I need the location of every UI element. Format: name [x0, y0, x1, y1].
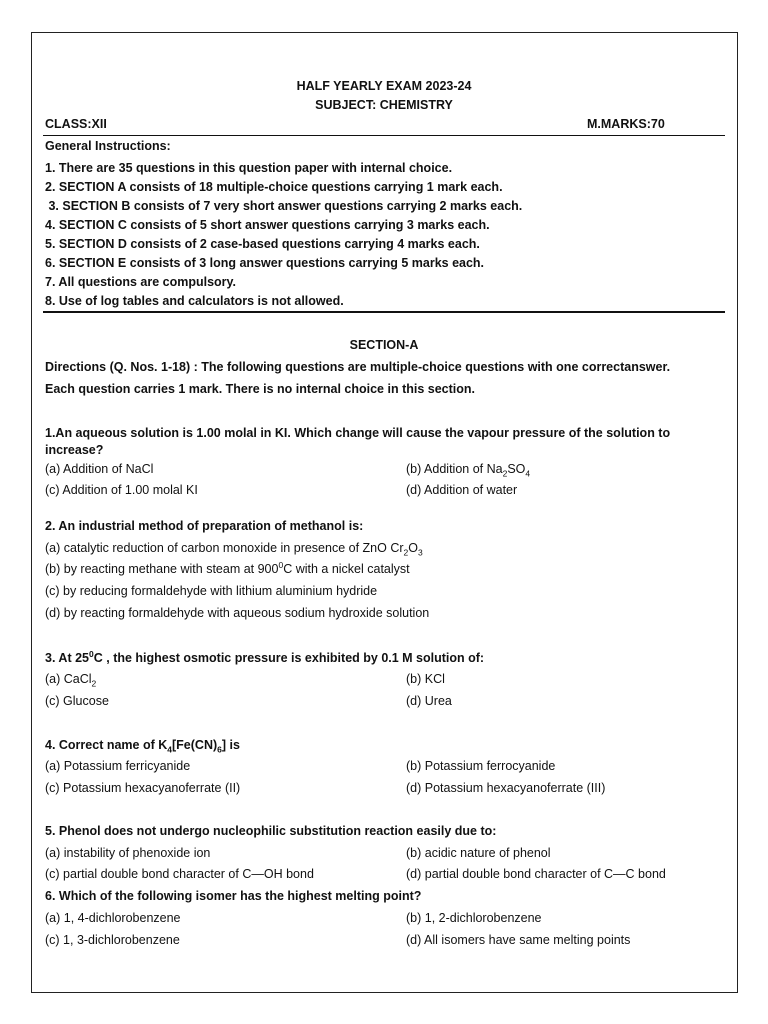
q4-option-d: (d) Potassium hexacyanoferrate (III): [406, 781, 606, 795]
instruction-item: 4. SECTION C consists of 5 short answer questions carrying 3 marks each.: [45, 218, 490, 232]
q5-option-a: (a) instability of phenoxide ion: [45, 846, 211, 860]
instruction-item: 6. SECTION E consists of 3 long answer questions carrying 5 marks each.: [45, 256, 485, 270]
q6-option-b: (b) 1, 2-dichlorobenzene: [406, 911, 542, 925]
q1-option-a: (a) Addition of NaCl: [45, 462, 154, 476]
instruction-item: 7. All questions are compulsory.: [45, 275, 237, 289]
max-marks-label: M.MARKS:70: [587, 117, 665, 131]
q6-option-a: (a) 1, 4-dichlorobenzene: [45, 911, 181, 925]
q4-option-a: (a) Potassium ferricyanide: [45, 759, 191, 773]
class-label: CLASS:XII: [45, 117, 107, 131]
q1-option-d: (d) Addition of water: [406, 483, 518, 497]
q2-option-d: (d) by reacting formaldehyde with aqueous sodium hydroxide solution: [45, 606, 430, 620]
question-3-stem: 3. At $25^0C$ , the highest osmotic pressure is exhibited by 0.1 M solution of:: [45, 648, 485, 665]
question-2-stem: 2. An industrial method of preparation of methanol is:: [45, 519, 364, 533]
instruction-item: 2. SECTION A consists of 18 multiple-choice questions carrying 1 mark each.: [45, 180, 503, 194]
instruction-item: 3. SECTION B consists of 7 very short answer questions carrying 2 marks each.: [45, 199, 523, 213]
section-title: SECTION-A: [349, 338, 419, 352]
header-divider: [43, 135, 725, 136]
question-5-stem: 5. Phenol does not undergo nucleophilic substitution reaction easily due to:: [45, 824, 497, 838]
instructions-heading: General Instructions:: [45, 139, 171, 153]
q1-option-b: (b) Addition of $Na_2SO_4$: [406, 462, 531, 479]
q5-option-b: (b) acidic nature of phenol: [406, 846, 551, 860]
q2-option-b: (b) by reacting methane with steam at $900^0C$ with a nickel catalyst: [45, 559, 410, 576]
q5-option-c: (c) partial double bond character of C—OH bond: [45, 867, 314, 881]
q4-option-b: (b) Potassium ferrocyanide: [406, 759, 556, 773]
q3-option-a: (a) CaCl$_2$: [45, 672, 97, 689]
instruction-item: 8. Use of log tables and calculators is not allowed.: [45, 294, 344, 308]
instruction-item: 1. There are 35 questions in this question paper with internal choice.: [45, 161, 453, 175]
exam-title: HALF YEARLY EXAM 2023-24: [296, 79, 472, 93]
q1-option-c: (c) Addition of 1.00 molal KI: [45, 483, 198, 497]
question-6-stem: 6. Which of the following isomer has the highest melting point?: [45, 889, 422, 903]
q2-option-c: (c) by reducing formaldehyde with lithium aluminium hydride: [45, 584, 378, 598]
question-1-stem: 1.An aqueous solution is 1.00 molal in KI. Which change will cause the vapour pressure of the solution to: [45, 426, 671, 440]
section-directions: Each question carries 1 mark. There is no internal choice in this section.: [45, 382, 475, 396]
subject-title: SUBJECT: CHEMISTRY: [315, 98, 453, 112]
q4-option-c: (c) Potassium hexacyanoferrate (II): [45, 781, 241, 795]
q3-option-b: (b) KCl: [406, 672, 445, 686]
q6-option-c: (c) 1, 3-dichlorobenzene: [45, 933, 180, 947]
q2-option-a: (a) catalytic reduction of carbon monoxide in presence of ZnO $Cr_2O_3$: [45, 541, 423, 558]
instructions-divider: [43, 311, 725, 313]
q3-option-c: (c) Glucose: [45, 694, 109, 708]
question-1-stem-cont: increase?: [45, 443, 104, 457]
q3-option-d: (d) Urea: [406, 694, 452, 708]
q6-option-d: (d) All isomers have same melting points: [406, 933, 631, 947]
section-directions: Directions (Q. Nos. 1-18) : The following questions are multiple-choice questions with one correctanswer.: [45, 360, 671, 374]
q5-option-d: (d) partial double bond character of C—C bond: [406, 867, 666, 881]
question-4-stem: 4. Correct name of $K_4[Fe(CN)_6]$ is: [45, 738, 240, 755]
instruction-item: 5. SECTION D consists of 2 case-based questions carrying 4 marks each.: [45, 237, 480, 251]
